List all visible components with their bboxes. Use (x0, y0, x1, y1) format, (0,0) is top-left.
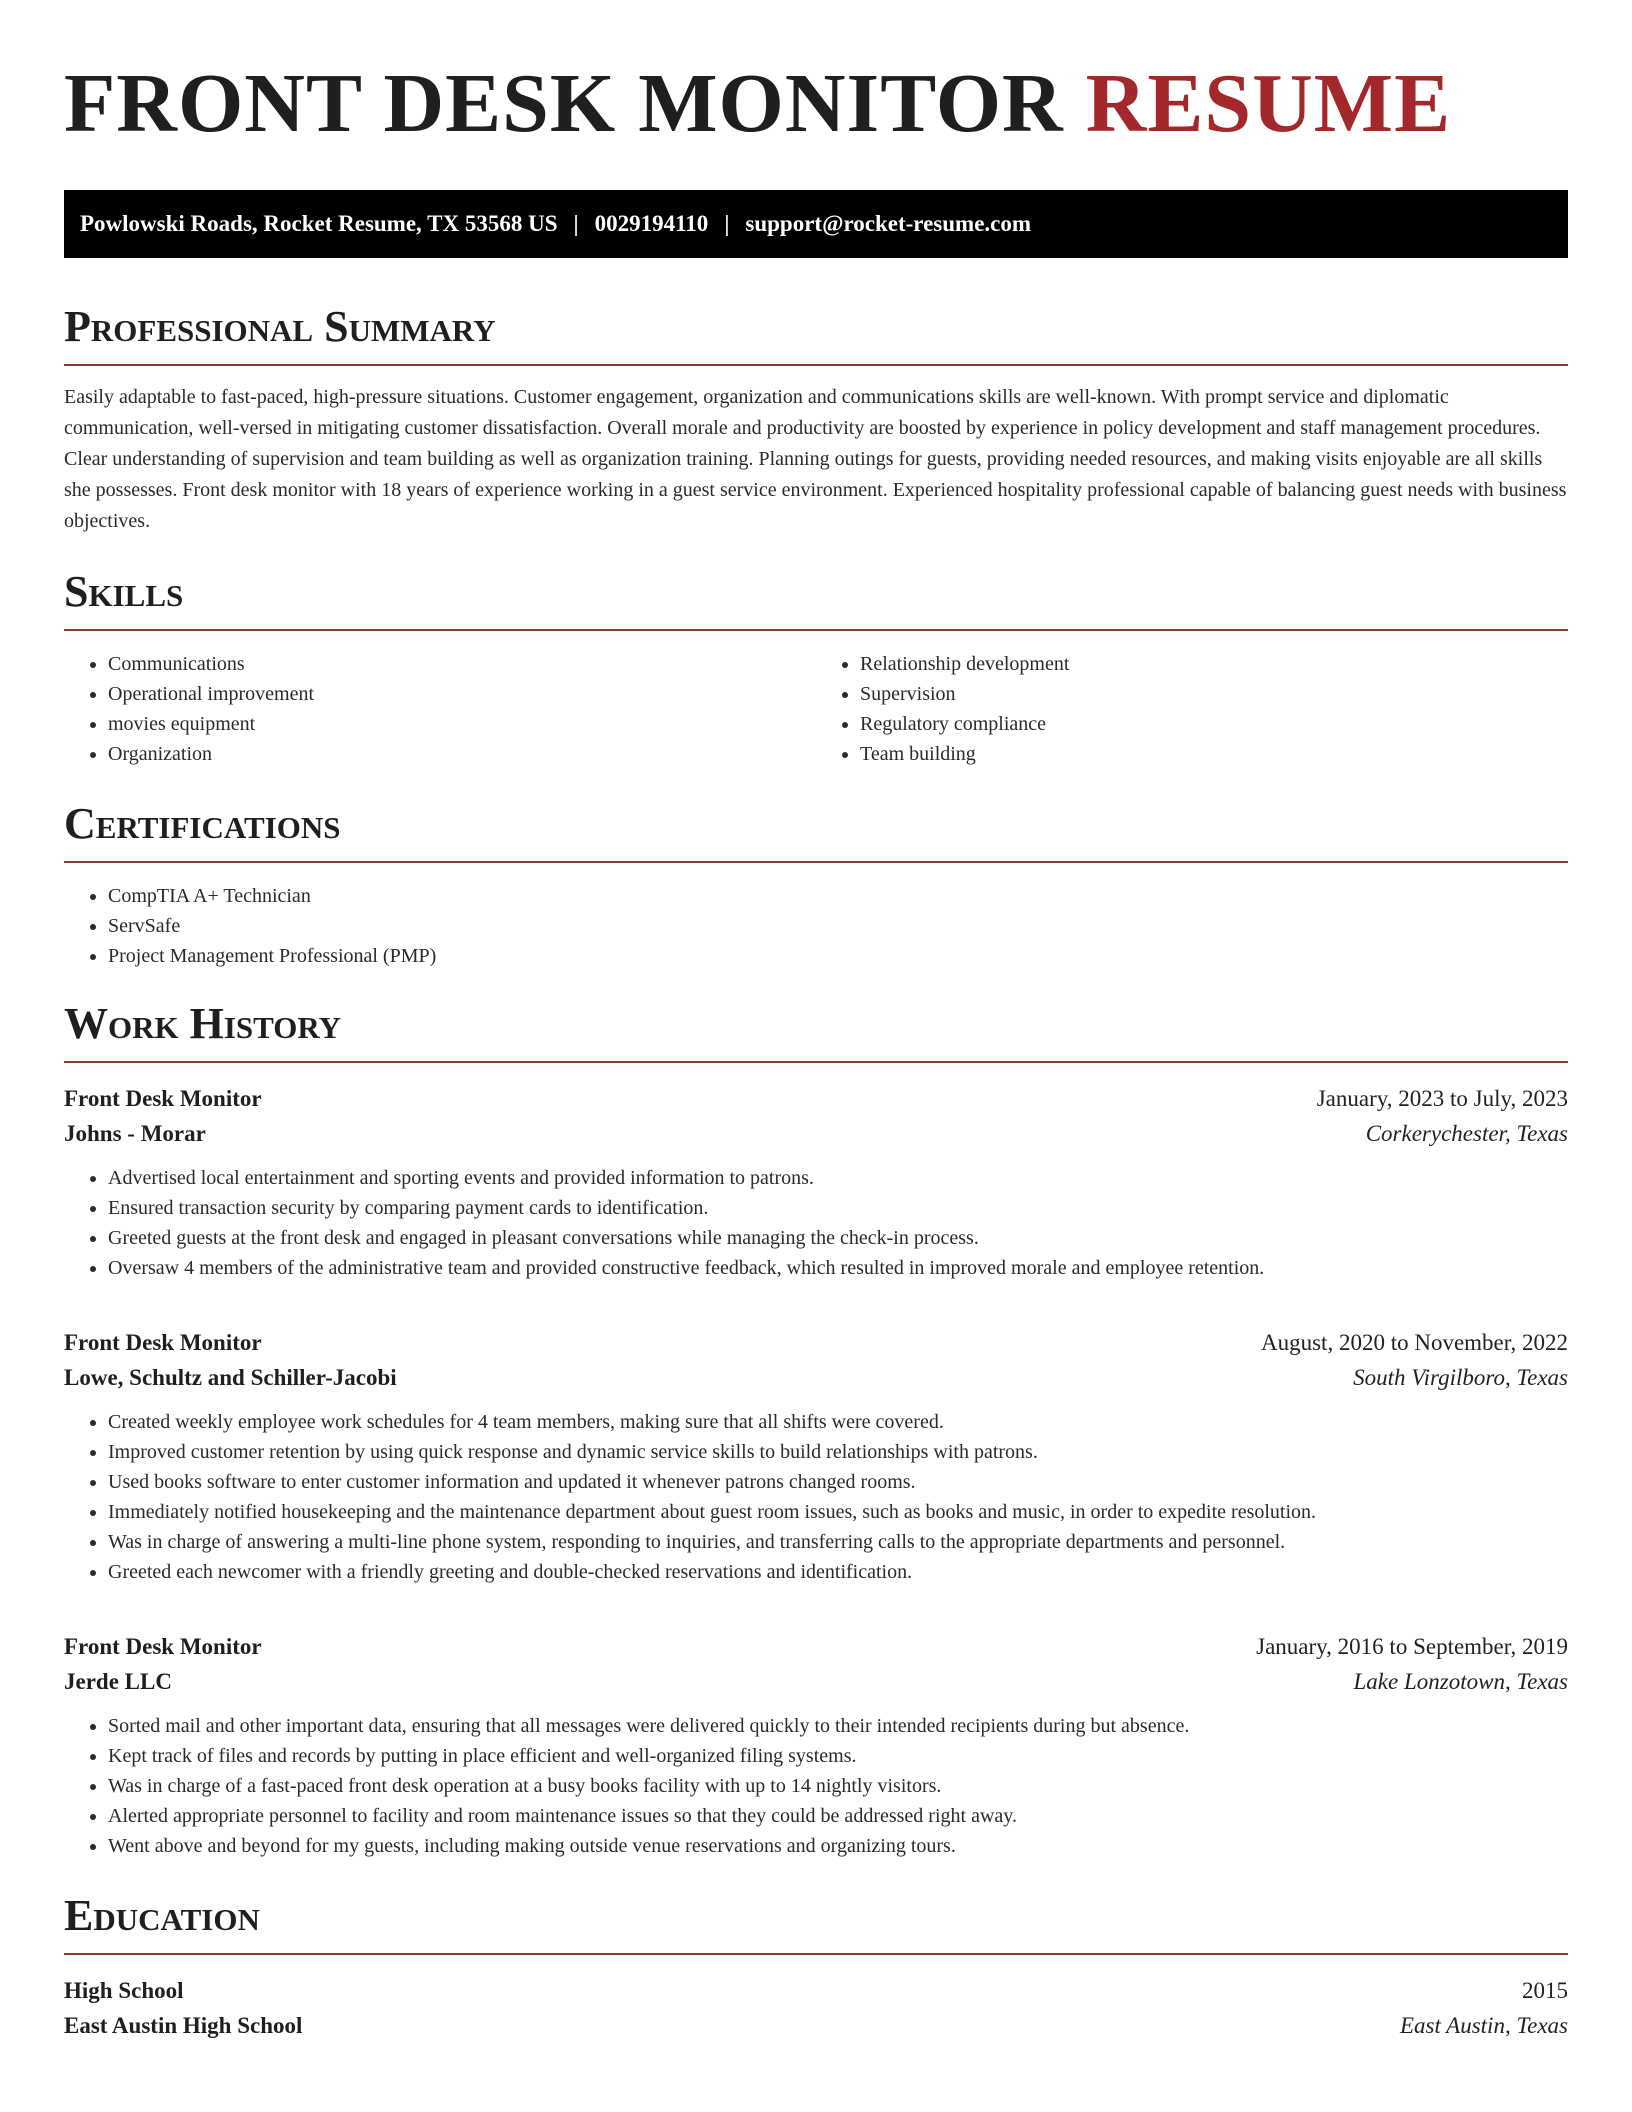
job-company-row (64, 1664, 1568, 1699)
skills-heading: Skills (64, 567, 1568, 631)
job-title-row (64, 1629, 1568, 1664)
job-company-row (64, 1116, 1568, 1151)
job-bullet: • Created weekly employee work schedules for 4 team members, making sure that all shifts were covered. (108, 1407, 1568, 1437)
title-accent: RESUME (1085, 57, 1452, 150)
education-heading: Education (64, 1891, 1568, 1955)
job-title-row (64, 1081, 1568, 1116)
title-main: FRONT DESK MONITOR (64, 57, 1064, 150)
job-dates: August, 2020 to November, 2022 (1261, 1330, 1568, 1355)
skills-grid (64, 649, 1568, 769)
skills-section (64, 567, 1568, 769)
job-bullets (64, 1711, 1568, 1861)
job-bullet: • Was in charge of a fast-paced front desk operation at a busy books facility with up to 14 nightly visitors. (108, 1771, 1568, 1801)
job-bullet: • Oversaw 4 members of the administrative team and provided constructive feedback, which resulted in improved morale and employee retention. (108, 1253, 1568, 1283)
contact-address: Powlowski Roads, Rocket Resume, TX 53568 US (80, 211, 558, 236)
summary-heading: Professional Summary (64, 302, 1568, 366)
job-entry (64, 1629, 1568, 1861)
education-school-row (64, 2008, 1568, 2043)
skill-item: • Operational improvement (108, 679, 816, 709)
job-bullet: • Greeted guests at the front desk and engaged in pleasant conversations while managing the check-in process. (108, 1223, 1568, 1253)
job-bullet: • Greeted each newcomer with a friendly greeting and double-checked reservations and identification. (108, 1557, 1568, 1587)
education-degree-row (64, 1973, 1568, 2008)
work-history-section (64, 999, 1568, 1861)
contact-phone: 0029194110 (594, 211, 709, 236)
job-bullet: • Immediately notified housekeeping and the maintenance department about guest room issues, such as books and music, in order to expedite resolution. (108, 1497, 1568, 1527)
skills-list-left (64, 649, 816, 769)
certifications-section (64, 799, 1568, 971)
job-company: Lowe, Schultz and Schiller-Jacobi (64, 1365, 397, 1390)
job-dates: January, 2016 to September, 2019 (1256, 1634, 1568, 1659)
job-bullet: • Ensured transaction security by comparing payment cards to identification. (108, 1193, 1568, 1223)
job-title: Front Desk Monitor (64, 1330, 262, 1355)
job-location: South Virgilboro, Texas (1353, 1365, 1568, 1390)
summary-section (64, 302, 1568, 537)
job-company-row (64, 1360, 1568, 1395)
job-title-row (64, 1325, 1568, 1360)
summary-text: Easily adaptable to fast-paced, high-pressure situations. Customer engagement, organization and communications skills are well-known. With prompt service and diplomatic communication, well-versed in mitigating customer dissatisfaction. Overall morale and productivity are boosted by experience in policy development and staff management procedures. Clear understanding of supervision and team building as well as organization training. Planning outings for guests, providing needed resources, and making visits enjoyable are all skills she possesses. Front desk monitor with 18 years of experience working in a guest service environment. Experienced hospitality professional capable of balancing guest needs with business objectives. (64, 386, 1567, 532)
education-school: East Austin High School (64, 2013, 303, 2038)
certification-item: • Project Management Professional (PMP) (108, 941, 1568, 971)
education-section (64, 1891, 1568, 2043)
certification-item: • CompTIA A+ Technician (108, 881, 1568, 911)
job-company: Johns - Morar (64, 1121, 206, 1146)
job-bullet: • Improved customer retention by using quick response and dynamic service skills to build relationships with patrons. (108, 1437, 1568, 1467)
job-bullet: • Used books software to enter customer information and updated it whenever patrons changed rooms. (108, 1467, 1568, 1497)
contact-separator: | (724, 211, 730, 236)
job-title: Front Desk Monitor (64, 1086, 262, 1111)
skill-item: • Regulatory compliance (860, 709, 1568, 739)
education-entry (64, 1973, 1568, 2043)
job-location: Corkerychester, Texas (1365, 1121, 1568, 1146)
job-bullet: • Advertised local entertainment and sporting events and provided information to patrons. (108, 1163, 1568, 1193)
skill-item: • Organization (108, 739, 816, 769)
job-bullet: • Was in charge of answering a multi-line phone system, responding to inquiries, and transferring calls to the appropriate departments and personnel. (108, 1527, 1568, 1557)
skills-list-right (816, 649, 1568, 769)
job-entry (64, 1325, 1568, 1587)
certification-item: • ServSafe (108, 911, 1568, 941)
education-degree: High School (64, 1978, 184, 2003)
job-bullets (64, 1163, 1568, 1283)
education-location: East Austin, Texas (1399, 2013, 1568, 2038)
job-bullet: • Went above and beyond for my guests, including making outside venue reservations and organizing tours. (108, 1831, 1568, 1861)
certifications-list (64, 881, 1568, 971)
job-location: Lake Lonzotown, Texas (1353, 1669, 1568, 1694)
job-bullet: • Sorted mail and other important data, ensuring that all messages were delivered quickly to their intended recipients during but absence. (108, 1711, 1568, 1741)
contact-separator: | (573, 211, 579, 236)
skill-item: • Relationship development (860, 649, 1568, 679)
job-bullets (64, 1407, 1568, 1587)
skill-item: • movies equipment (108, 709, 816, 739)
job-entry (64, 1081, 1568, 1283)
job-title: Front Desk Monitor (64, 1634, 262, 1659)
skill-item: • Communications (108, 649, 816, 679)
contact-email: support@rocket-resume.com (745, 211, 1032, 236)
education-year: 2015 (1522, 1978, 1568, 2003)
job-dates: January, 2023 to July, 2023 (1316, 1086, 1568, 1111)
contact-bar (64, 190, 1568, 258)
page-title (64, 0, 1568, 150)
job-bullet: • Alerted appropriate personnel to facility and room maintenance issues so that they could be addressed right away. (108, 1801, 1568, 1831)
skill-item: • Supervision (860, 679, 1568, 709)
certifications-heading: Certifications (64, 799, 1568, 863)
skill-item: • Team building (860, 739, 1568, 769)
job-company: Jerde LLC (64, 1669, 172, 1694)
work-history-heading: Work History (64, 999, 1568, 1063)
job-bullet: • Kept track of files and records by putting in place efficient and well-organized filing systems. (108, 1741, 1568, 1771)
